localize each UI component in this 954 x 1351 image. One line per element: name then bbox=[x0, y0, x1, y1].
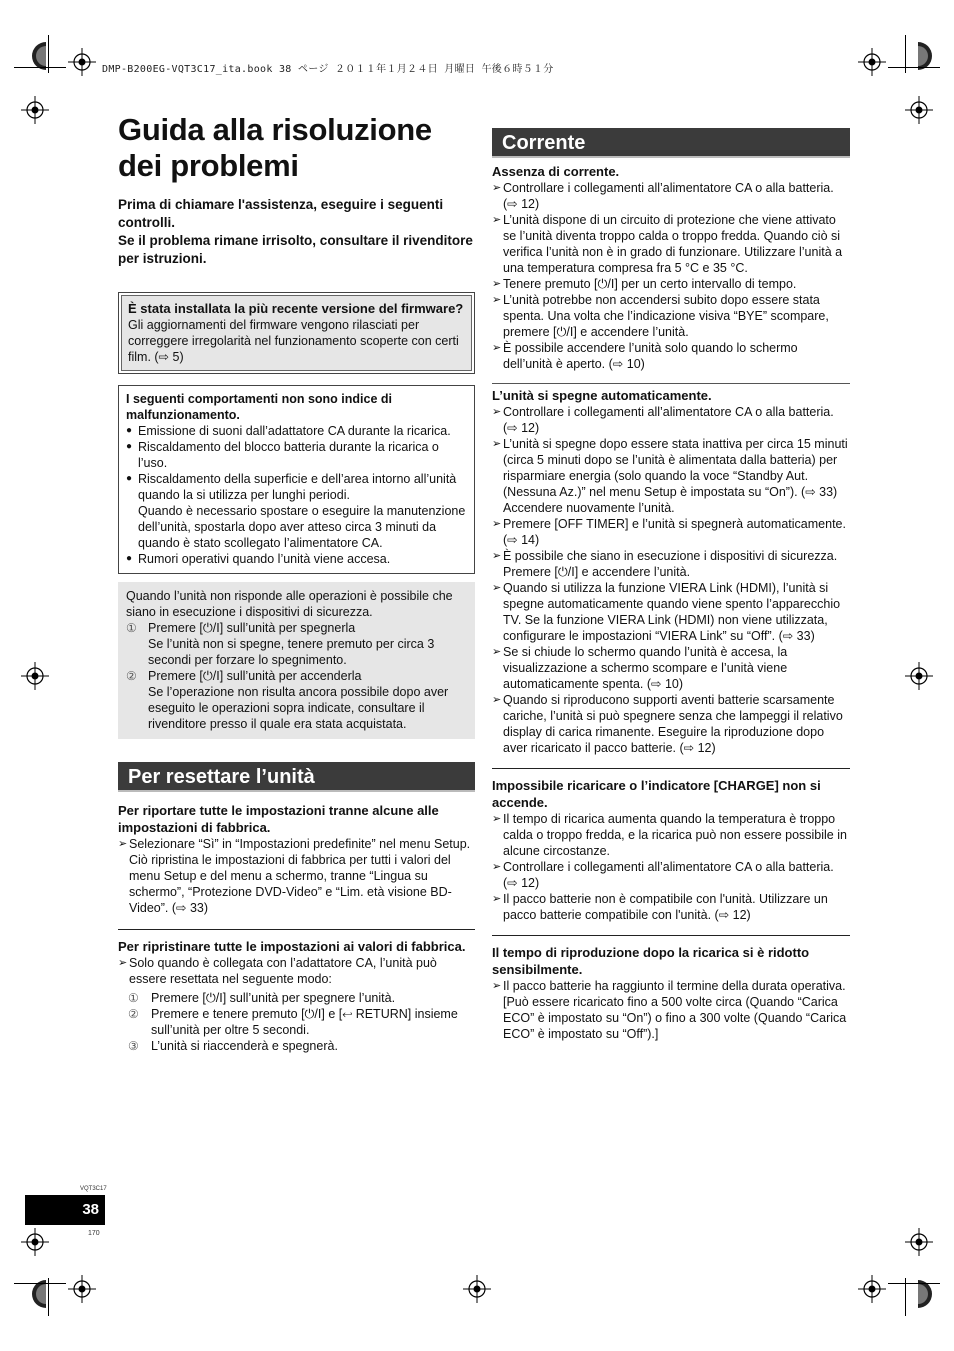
list-item: ➢ Selezionare “Sì” in “Impostazioni predefinite” nel menu Setup. Ciò ripristina le impostazioni di fabbrica per tutti i valori del menu Setup e del menu a schermo, tranne “Lingua su schermo”, “Protezione DVD-Video” e “Lim. età visione BD-Video”. (⇨ 33) bbox=[118, 837, 471, 915]
registration-mark-icon bbox=[21, 96, 49, 124]
list-item: ➢ Controllare i collegamenti all’alimentatore CA o alla batteria. (⇨ 12) bbox=[492, 860, 834, 890]
list-item: ➢ Il pacco batterie ha raggiunto il termine della durata operativa. [Può essere ricaricato fino a 500 volte circa (Quando “Carica ECO” è impostato su “On”) o fino a 300 volte (Quando “Carica ECO” è impostato su “Off”).] bbox=[492, 979, 847, 1041]
list-item: ➢ L’unità si spegne dopo essere stata inattiva per circa 15 minuti (circa 5 minuti dopo se l’unità è alimentata dalla batteria) per risparmiare energia (solo quando la voce “Standby Aut. (Nessuna Az.)” nel menu Setup è impostata su “On”). (⇨ 33) Accendere nuovamente l’unità. bbox=[492, 437, 848, 515]
intro-line: Prima di chiamare l'assistenza, eseguire i seguenti controlli. bbox=[118, 197, 444, 230]
list-item: ➢ Controllare i collegamenti all’alimentatore CA o alla batteria. (⇨ 12) bbox=[492, 181, 834, 211]
document-code: VQT3C17 bbox=[80, 1186, 107, 1192]
problem-title: L’unità si spegne automaticamente. bbox=[492, 388, 712, 403]
step-item: ③ L’unità si riaccenderà e spegnerà. bbox=[128, 1039, 338, 1053]
list-item: ➢ Il pacco batterie non è compatibile con l'unità. Utilizzare un pacco batterie compatibile con l'unità. (⇨ 12) bbox=[492, 892, 828, 922]
not-malfunction-box bbox=[118, 385, 475, 574]
list-item: ➢ Tenere premuto [⏻/I] per un certo intervallo di tempo. bbox=[492, 277, 797, 291]
firmware-box bbox=[118, 292, 475, 374]
crop-line bbox=[14, 1283, 66, 1284]
list-item: ➢ L’unità potrebbe non accendersi subito dopo essere stata spenta. Una volta che l’indicazione visiva “BYE” scompare, premere [⏻/I] e accendere l’unità. bbox=[492, 293, 829, 339]
crop-line bbox=[888, 1283, 940, 1284]
list-item: ➢ L’unità dispone di un circuito di protezione che viene attivato se l’unità diventa troppo calda o troppo fredda. Quando ciò si verifica l’unità non è in grado di funzionare. Utilizzare l’unità a una temperatura compresa fra 5 °C e 35 °C. bbox=[492, 213, 843, 275]
bullet-icon: ● bbox=[126, 553, 133, 564]
arrow-icon: ➢ bbox=[492, 406, 502, 418]
firmware-answer: Gli aggiornamenti del firmware vengono rilasciati per correggere irregolarità nel funzionamento scoperte con certi film. (⇨ 5) bbox=[128, 318, 459, 364]
firmware-question: È stata installata la più recente versione del firmware? bbox=[128, 301, 464, 316]
problem-list bbox=[492, 811, 850, 923]
registration-mark-icon bbox=[858, 1275, 886, 1303]
bullet-icon: ● bbox=[126, 473, 133, 484]
list-item: ➢ Solo quando è collegata con l’adattatore CA, l’unità può essere resettata nel seguente modo: bbox=[118, 956, 437, 986]
list-item: ● Emissione di suoni dall’adattatore CA durante la ricarica. bbox=[126, 424, 451, 438]
section-heading-reset: Per resettare l’unità bbox=[118, 762, 475, 792]
list-item: ➢ Se si chiude lo schermo quando l’unità è accesa, la visualizzazione a schermo scompare e l’unità viene automaticamente spenta. (⇨ 10) bbox=[492, 645, 788, 691]
file-info-line: DMP-B200EG-VQT3C17_ita.book 38 ページ ２０１１年１月２４日 月曜日 午後６時５１分 bbox=[102, 64, 554, 75]
sub-page-number: 170 bbox=[88, 1230, 100, 1237]
page-number-tab bbox=[25, 1195, 105, 1225]
arrow-icon: ➢ bbox=[492, 980, 502, 992]
registration-mark-icon bbox=[905, 662, 933, 690]
list-item: ● Riscaldamento della superficie e dell’area intorno all’unità quando la si utilizza per lunghi periodi. Quando è necessario spostare o eseguire la manutenzione dell’unità, spostarla dopo aver atteso circa 3 minuti da quando è stato scollegato l’alimentatore CA. bbox=[126, 472, 466, 550]
arrow-icon: ➢ bbox=[492, 893, 502, 905]
left-column bbox=[118, 112, 475, 1054]
color-wheel-icon bbox=[22, 42, 42, 70]
arrow-icon: ➢ bbox=[492, 813, 502, 825]
color-wheel-icon bbox=[914, 1280, 934, 1308]
arrow-icon: ➢ bbox=[492, 646, 502, 658]
bullet-icon: ● bbox=[126, 425, 133, 436]
arrow-icon: ➢ bbox=[492, 294, 502, 306]
arrow-icon: ➢ bbox=[492, 582, 502, 594]
divider bbox=[492, 935, 850, 936]
arrow-icon: ➢ bbox=[492, 438, 502, 450]
arrow-icon: ➢ bbox=[118, 957, 128, 969]
arrow-icon: ➢ bbox=[118, 838, 128, 850]
page-title: Guida alla risoluzione dei problemi bbox=[118, 112, 432, 183]
problem-list bbox=[492, 180, 850, 372]
crop-line bbox=[888, 67, 940, 68]
arrow-icon: ➢ bbox=[492, 861, 502, 873]
registration-mark-icon bbox=[858, 48, 886, 76]
note-list bbox=[126, 423, 467, 567]
list-item: ➢ È possibile che siano in esecuzione i dispositivi di sicurezza. Premere [⏻/I] e accendere l’unità. bbox=[492, 549, 838, 579]
step-item: ② Premere e tenere premuto [⏻/I] e [↩ RETURN] insieme sull’unità per oltre 5 secondi. bbox=[128, 1007, 458, 1037]
list-item: ➢ Quando si utilizza la funzione VIERA Link (HDMI), l’unità si spegne automaticamente quando viene spento l’apparecchio TV. Se la funzione VIERA Link (HDMI) non viene utilizzata, configurare le impostazioni “VIERA Link” su “Off”. (⇨ 33) bbox=[492, 581, 841, 643]
registration-mark-icon bbox=[463, 1275, 491, 1303]
arrow-icon: ➢ bbox=[492, 278, 502, 290]
arrow-icon: ➢ bbox=[492, 342, 502, 354]
step-item: ① Premere [⏻/I] sull’unità per spegnere l’unità. bbox=[128, 991, 396, 1005]
reset-subheading-2: Per ripristinare tutte le impostazioni ai valori di fabbrica. bbox=[118, 939, 466, 954]
arrow-icon: ➢ bbox=[492, 694, 502, 706]
registration-mark-icon bbox=[68, 1275, 96, 1303]
safety-device-box bbox=[118, 582, 475, 739]
note-title: I seguenti comportamenti non sono indice di malfunzionamento. bbox=[126, 392, 392, 422]
reset-steps bbox=[118, 990, 475, 1054]
list-item: ● Rumori operativi quando l’unità viene accesa. bbox=[126, 552, 391, 566]
registration-mark-icon bbox=[905, 1228, 933, 1256]
arrow-icon: ➢ bbox=[492, 518, 502, 530]
list-item: ➢ È possibile accendere l’unità solo quando lo schermo dell’unità è aperto. (⇨ 10) bbox=[492, 341, 798, 371]
reset-subheading-1: Per riportare tutte le impostazioni tranne alcune alle impostazioni di fabbrica. bbox=[118, 803, 439, 835]
list-item: ➢ Quando si riproducono supporti aventi batterie scarsamente cariche, l’unità si può spegnere senza che lampeggi il relativo display di carica rimanente. Eseguire la riproduzione dopo aver ricaricato il pacco batterie. (⇨ 12) bbox=[492, 693, 843, 755]
intro-line: Se il problema rimane irrisolto, consultare il rivenditore per istruzioni. bbox=[118, 233, 473, 266]
registration-mark-icon bbox=[21, 1228, 49, 1256]
registration-mark-icon bbox=[68, 48, 96, 76]
registration-mark-icon bbox=[21, 662, 49, 690]
intro-text bbox=[118, 196, 475, 268]
problem-title: Assenza di corrente. bbox=[492, 164, 620, 179]
divider bbox=[118, 929, 475, 930]
crop-line bbox=[14, 67, 66, 68]
step-item: ① Premere [⏻/I] sull’unità per spegnerla Se l’unità non si spegne, tenere premuto per circa 3 secondi per forzare lo spegnimento. bbox=[126, 621, 435, 667]
divider bbox=[492, 768, 850, 769]
problem-title: Il tempo di riproduzione dopo la ricarica si è ridotto sensibilmente. bbox=[492, 945, 810, 977]
problem-title: Impossibile ricaricare o l’indicatore [CHARGE] non si accende. bbox=[492, 778, 821, 810]
list-item: ➢ Controllare i collegamenti all’alimentatore CA o alla batteria. (⇨ 12) bbox=[492, 405, 834, 435]
color-wheel-icon bbox=[22, 1280, 42, 1308]
list-item: ➢ Il tempo di ricarica aumenta quando la temperatura è troppo calda o troppo fredda, e la ricarica può non essere possibile in alcune circostanze. bbox=[492, 812, 847, 858]
arrow-icon: ➢ bbox=[492, 182, 502, 194]
bullet-icon: ● bbox=[126, 441, 133, 452]
problem-list bbox=[492, 978, 850, 1042]
divider bbox=[492, 383, 850, 384]
registration-mark-icon bbox=[905, 96, 933, 124]
page-number: 38 bbox=[82, 1201, 99, 1218]
list-item: ➢ Premere [OFF TIMER] e l’unità si spegnerà automaticamente. (⇨ 14) bbox=[492, 517, 846, 547]
arrow-icon: ➢ bbox=[492, 214, 502, 226]
arrow-icon: ➢ bbox=[492, 550, 502, 562]
step-item: ② Premere [⏻/I] sull’unità per accenderla Se l’operazione non risulta ancora possibile dopo aver eseguito le operazioni sopra indicate, consultare il rivenditore presso il quale era stata acquistata. bbox=[126, 669, 449, 731]
list-item: ● Riscaldamento del blocco batteria durante la ricarica o l’uso. bbox=[126, 440, 439, 470]
right-column bbox=[492, 128, 850, 1042]
section-heading-corrente: Corrente bbox=[492, 128, 850, 158]
safety-intro: Quando l’unità non risponde alle operazioni è possibile che siano in esecuzione i dispositivi di sicurezza. bbox=[126, 589, 453, 619]
problem-list bbox=[492, 404, 850, 756]
color-wheel-icon bbox=[914, 42, 934, 70]
